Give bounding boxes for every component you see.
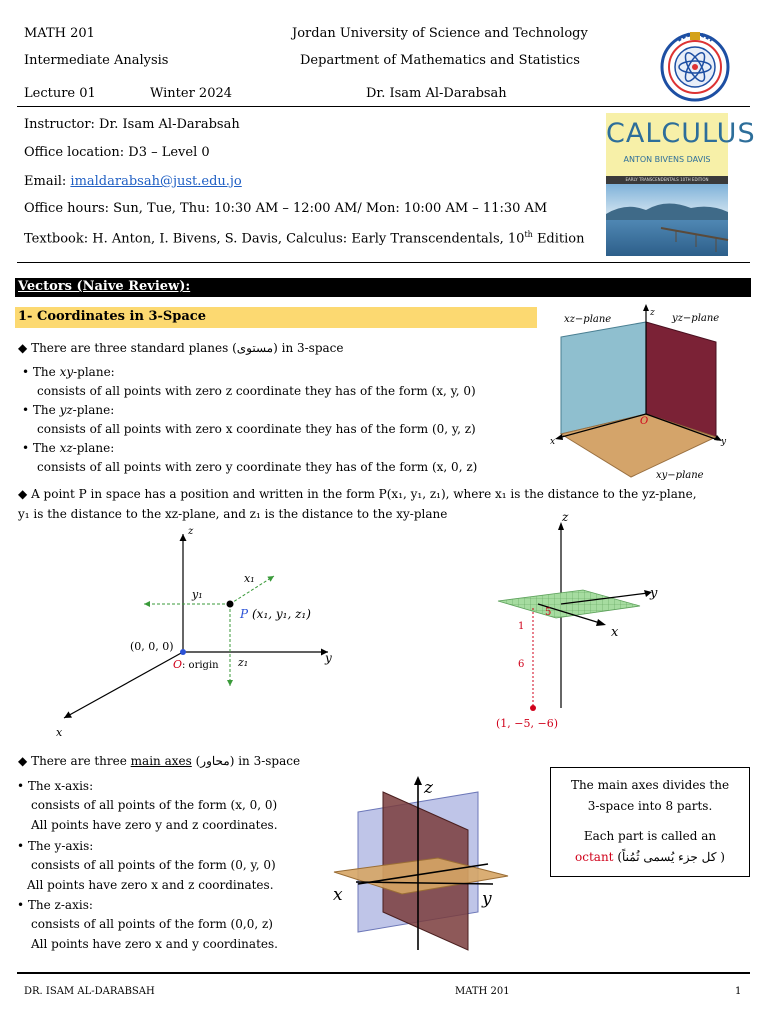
x-tick-label: 1 bbox=[518, 621, 525, 632]
point-definition bbox=[18, 487, 697, 501]
bullet-icon: • bbox=[22, 403, 30, 417]
point-p-marker bbox=[227, 601, 234, 608]
book-cover-title: CALCULUS bbox=[606, 118, 756, 149]
xy-plane-label: xy−plane bbox=[656, 470, 704, 481]
y-axis-desc: consists of all points of the form (0, y, 0) bbox=[31, 858, 276, 872]
textbook-sup: th bbox=[524, 230, 533, 239]
plane-head-prefix: The bbox=[32, 441, 60, 455]
yz-plane-name: yz bbox=[59, 403, 73, 417]
section-title: Vectors (Naive Review): bbox=[18, 279, 191, 294]
course-code: MATH 201 bbox=[24, 26, 95, 41]
y-axis-label: y bbox=[650, 586, 658, 601]
origin-coords: (0, 0, 0) bbox=[130, 640, 174, 653]
planes-intro bbox=[18, 341, 344, 355]
term: Winter 2024 bbox=[150, 86, 233, 101]
plane-head-suffix: -plane: bbox=[72, 403, 115, 417]
university-logo bbox=[660, 30, 730, 102]
example-point-marker bbox=[530, 705, 536, 711]
z-axis-desc: consists of all points of the form (0,0, z) bbox=[31, 917, 273, 931]
y-axis-head-text: The y-axis: bbox=[27, 839, 94, 853]
y-axis-head bbox=[17, 839, 93, 853]
instructor: Instructor: Dr. Isam Al-Darabsah bbox=[24, 117, 240, 132]
book-cover-edition: EARLY TRANSCENDENTALS 10TH EDITION bbox=[606, 176, 728, 184]
x-axis-label: x bbox=[611, 625, 619, 640]
footer-course: MATH 201 bbox=[455, 986, 510, 997]
diamond-bullet-icon: ◆ bbox=[18, 341, 28, 355]
z-axis-label: z bbox=[424, 778, 433, 798]
plane-head-prefix: The bbox=[32, 365, 60, 379]
octant-note-line4 bbox=[551, 847, 749, 868]
bullet-icon: • bbox=[17, 898, 25, 912]
z-tick-label: 6 bbox=[518, 659, 525, 670]
z-axis-head bbox=[17, 898, 93, 912]
x-axis-label: x bbox=[333, 885, 343, 905]
y-tick-label: 5 bbox=[545, 607, 552, 618]
subsection-heading bbox=[15, 307, 537, 328]
point-definition-line1: A point P in space has a position and written in the form P(x₁, y₁, z₁), where x₁ is the distance to the yz-plane, bbox=[31, 487, 697, 501]
plane-head-prefix: The bbox=[32, 403, 60, 417]
x1-label: x₁ bbox=[244, 572, 255, 585]
planes-intro-arabic: مستوى bbox=[236, 341, 274, 355]
xz-plane-name: xz bbox=[59, 441, 73, 455]
y-axis-label: y bbox=[325, 651, 332, 665]
z-axis-head-text: The z-axis: bbox=[27, 898, 93, 912]
yz-plane-desc: consists of all points with zero x coordinate they has of the form (0, y, z) bbox=[37, 422, 476, 436]
bullet-icon: • bbox=[22, 365, 30, 379]
diamond-bullet-icon: ◆ bbox=[18, 487, 28, 501]
header-rule bbox=[17, 106, 750, 107]
xy-plane-desc: consists of all points with zero z coordinate they has of the form (x, y, 0) bbox=[37, 384, 476, 398]
lecture-number: Lecture 01 bbox=[24, 86, 96, 101]
axes-intro-arabic: (محاور) bbox=[191, 754, 239, 768]
footer-author: DR. ISAM AL-DARABSAH bbox=[24, 986, 155, 997]
textbook-text: Textbook: H. Anton, I. Bivens, S. Davis, Calculus: Early Transcendentals, 10 bbox=[24, 231, 525, 247]
university-name: Jordan University of Science and Technology bbox=[292, 26, 588, 41]
book-cover-authors: ANTON BIVENS DAVIS bbox=[623, 155, 711, 164]
plane-head-suffix: -plane: bbox=[73, 365, 115, 379]
axes-intro bbox=[18, 754, 300, 768]
point-p-figure bbox=[40, 522, 340, 742]
textbook-line bbox=[24, 230, 585, 246]
office-hours: Office hours: Sun, Tue, Thu: 10:30 AM – 12:00 AM/ Mon: 10:00 AM – 11:30 AM bbox=[24, 201, 548, 216]
email-line bbox=[24, 174, 242, 189]
z-axis-label: z bbox=[188, 526, 194, 537]
point-p-coords: (x₁, y₁, z₁) bbox=[252, 607, 311, 621]
book-cover-lake-picture bbox=[606, 184, 728, 256]
x-axis-zero: All points have zero y and z coordinates. bbox=[31, 818, 278, 832]
z1-label: z₁ bbox=[238, 656, 249, 669]
octant-note-box bbox=[550, 767, 750, 877]
email-label: Email: bbox=[24, 174, 71, 189]
planes-intro-text-a: There are three standard planes ( bbox=[31, 341, 237, 355]
yz-plane-head bbox=[22, 403, 114, 417]
y-axis-zero: All points have zero x and z coordinates. bbox=[27, 878, 274, 892]
x-axis-head-text: The x-axis: bbox=[27, 779, 94, 793]
octant-note-line3: Each part is called an bbox=[583, 829, 717, 843]
xz-plane-desc: consists of all points with zero y coordinate they has of the form (x, 0, z) bbox=[37, 460, 478, 474]
x-axis-head bbox=[17, 779, 93, 793]
x-axis-line bbox=[64, 652, 183, 718]
lecturer-name: Dr. Isam Al-Darabsah bbox=[366, 86, 507, 101]
octants-figure bbox=[328, 772, 538, 960]
x-axis-desc: consists of all points of the form (x, 0, 0) bbox=[31, 798, 278, 812]
plane-head-suffix: -plane: bbox=[72, 441, 115, 455]
example-point-label: (1, −5, −6) bbox=[496, 717, 558, 730]
bullet-icon: • bbox=[17, 839, 25, 853]
textbook-edition: Edition bbox=[532, 231, 585, 247]
section-heading bbox=[15, 278, 751, 297]
origin-o-label: O bbox=[173, 658, 183, 671]
axes-intro-main: main axes bbox=[130, 754, 192, 768]
origin-marker bbox=[180, 649, 186, 655]
yz-plane-label: yz−plane bbox=[672, 313, 720, 324]
page-number: 1 bbox=[735, 986, 742, 997]
xy-plane-name: xy bbox=[59, 365, 74, 379]
origin-label: O bbox=[640, 416, 649, 427]
xz-plane-label: xz−plane bbox=[564, 314, 612, 325]
z-axis-label: z bbox=[650, 308, 655, 318]
axes-intro-text-a: There are three bbox=[31, 754, 131, 768]
octant-note-line2: 3-space into 8 parts. bbox=[587, 799, 713, 813]
department-name: Department of Mathematics and Statistics bbox=[300, 53, 580, 68]
origin-text: : origin bbox=[182, 660, 219, 671]
diamond-bullet-icon: ◆ bbox=[18, 754, 28, 768]
y-axis-label: y bbox=[482, 889, 492, 909]
octant-arabic: (كل جزء يُسمى ثُمُناً ) bbox=[613, 850, 725, 864]
bullet-icon: • bbox=[17, 779, 25, 793]
point-definition-line2: y₁ is the distance to the xz-plane, and z₁ is the distance to the xy-plane bbox=[18, 507, 448, 521]
xy-plane-head bbox=[22, 365, 115, 379]
coordinate-planes-figure bbox=[546, 302, 752, 482]
x-axis-label: x bbox=[550, 437, 556, 447]
y-axis-label: y bbox=[721, 437, 727, 447]
info-rule bbox=[17, 262, 750, 263]
z-axis-label: z bbox=[562, 510, 569, 524]
xz-plane-head bbox=[22, 441, 114, 455]
book-cover-image bbox=[606, 113, 756, 256]
email-link[interactable]: imaldarabsah@just.edu.jo bbox=[70, 174, 242, 189]
footer-rule bbox=[17, 972, 750, 974]
bullet-icon: • bbox=[22, 441, 30, 455]
planes-intro-text-b: ) in 3-space bbox=[273, 341, 344, 355]
z-axis-zero: All points have zero x and y coordinates. bbox=[31, 937, 278, 951]
point-p-name: P bbox=[240, 607, 249, 621]
axes-intro-text-b: in 3-space bbox=[238, 754, 301, 768]
octant-note-line1: The main axes divides the bbox=[570, 778, 730, 792]
example-point-figure bbox=[488, 508, 678, 733]
course-name: Intermediate Analysis bbox=[24, 53, 169, 68]
office-location: Office location: D3 – Level 0 bbox=[24, 145, 210, 160]
x-axis-label: x bbox=[56, 726, 63, 739]
octant-word: octant bbox=[575, 850, 614, 864]
subsection-title: 1- Coordinates in 3-Space bbox=[18, 309, 206, 324]
y1-label: y₁ bbox=[192, 588, 203, 601]
